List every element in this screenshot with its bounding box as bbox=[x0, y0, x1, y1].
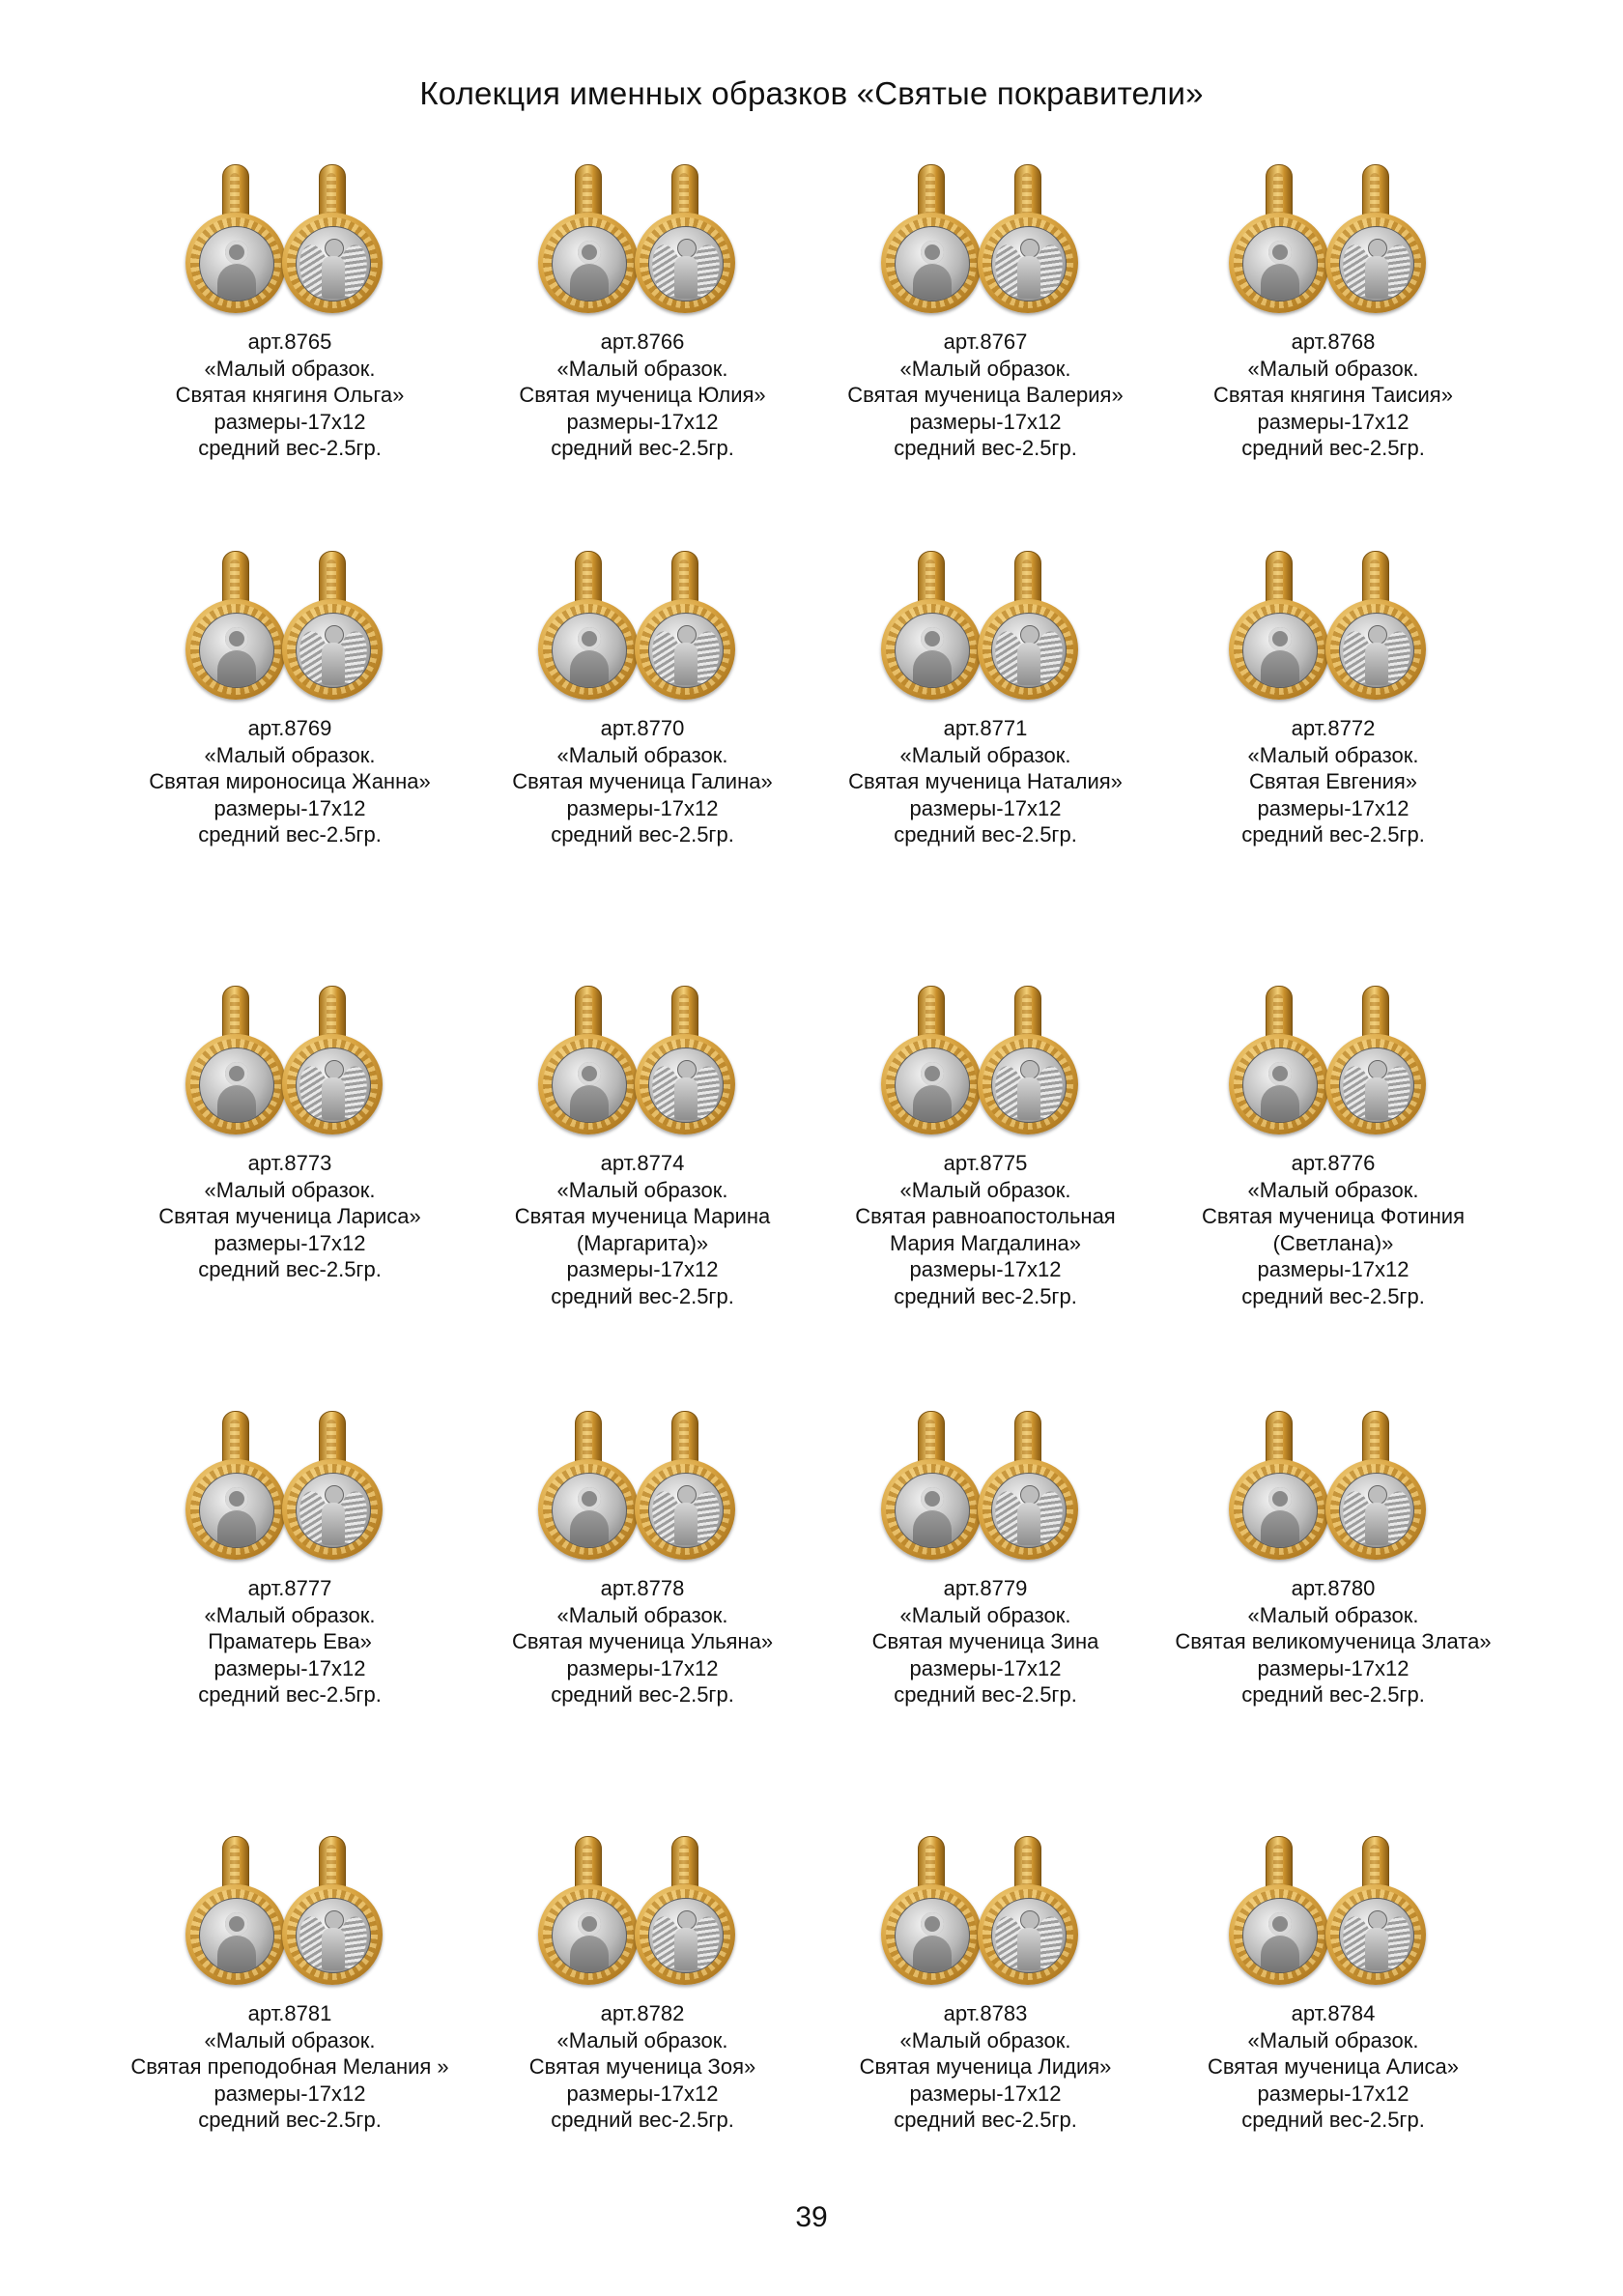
description-line: Святая мученица Зоя» bbox=[528, 2054, 756, 2079]
product-description bbox=[1150, 1150, 1517, 1309]
description-line: средний вес-2.5гр. bbox=[551, 2108, 734, 2132]
product-description bbox=[802, 329, 1169, 462]
article-number: арт.8775 bbox=[943, 1151, 1028, 1175]
pendant-pair bbox=[1150, 1401, 1517, 1575]
description-line: средний вес-2.5гр. bbox=[894, 822, 1077, 847]
description-line: средний вес-2.5гр. bbox=[198, 2108, 382, 2132]
article-number: арт.8778 bbox=[600, 1576, 685, 1600]
pendant-pair bbox=[1150, 976, 1517, 1150]
pendant-front-image bbox=[185, 164, 286, 327]
pendant-pair bbox=[106, 541, 473, 715]
description-line: средний вес-2.5гр. bbox=[1241, 1682, 1425, 1707]
description-line: «Малый образок. bbox=[556, 1602, 728, 1627]
product-description bbox=[459, 715, 826, 848]
description-line: размеры-17х12 bbox=[214, 795, 366, 820]
pendant-pair bbox=[802, 976, 1169, 1150]
pendant-back-image bbox=[635, 1836, 735, 1998]
product-item bbox=[1150, 976, 1517, 1309]
product-description bbox=[1150, 329, 1517, 462]
pendant-front-image bbox=[881, 1411, 982, 1573]
pendant-pair bbox=[802, 155, 1169, 329]
article-number: арт.8772 bbox=[1291, 716, 1376, 740]
product-description bbox=[1150, 2000, 1517, 2134]
pendant-back-image bbox=[1325, 986, 1426, 1148]
description-line: «Малый образок. bbox=[899, 1177, 1071, 1202]
product-description bbox=[802, 715, 1169, 848]
pendant-pair bbox=[459, 1826, 826, 2000]
pendant-front-image bbox=[538, 986, 639, 1148]
article-number: арт.8777 bbox=[247, 1576, 332, 1600]
description-line: Святая преподобная Мелания » bbox=[130, 2054, 449, 2079]
description-line: Святая мученица Зина bbox=[871, 1629, 1099, 1653]
article-number: арт.8779 bbox=[943, 1576, 1028, 1600]
description-line: «Малый образок. bbox=[556, 2027, 728, 2052]
pendant-pair bbox=[802, 1826, 1169, 2000]
pendant-front-image bbox=[185, 986, 286, 1148]
pendant-back-image bbox=[978, 551, 1078, 713]
product-item bbox=[106, 1401, 473, 1708]
description-line: Святая мученица Наталия» bbox=[848, 769, 1123, 793]
pendant-pair bbox=[106, 155, 473, 329]
description-line: размеры-17х12 bbox=[214, 1655, 366, 1680]
description-line: размеры-17х12 bbox=[214, 409, 366, 434]
description-line: размеры-17х12 bbox=[909, 1257, 1062, 1281]
product-item bbox=[1150, 155, 1517, 462]
article-number: арт.8771 bbox=[943, 716, 1028, 740]
pendant-front-image bbox=[1229, 1411, 1329, 1573]
description-line: Святая мученица Валерия» bbox=[847, 383, 1124, 407]
pendant-back-image bbox=[1325, 551, 1426, 713]
pendant-front-image bbox=[185, 1411, 286, 1573]
pendant-back-image bbox=[282, 1836, 383, 1998]
description-line: Святая мученица Юлия» bbox=[519, 383, 766, 407]
pendant-front-image bbox=[185, 1836, 286, 1998]
pendant-back-image bbox=[978, 1836, 1078, 1998]
product-grid bbox=[0, 155, 1623, 2184]
description-line: Святая мученица Галина» bbox=[512, 769, 773, 793]
description-line: средний вес-2.5гр. bbox=[894, 1682, 1077, 1707]
pendant-front-image bbox=[881, 164, 982, 327]
pendant-pair bbox=[1150, 155, 1517, 329]
description-line: «Малый образок. bbox=[1247, 742, 1419, 767]
article-number: арт.8776 bbox=[1291, 1151, 1376, 1175]
article-number: арт.8784 bbox=[1291, 2001, 1376, 2025]
pendant-pair bbox=[1150, 541, 1517, 715]
description-line: средний вес-2.5гр. bbox=[894, 2108, 1077, 2132]
description-line: «Малый образок. bbox=[899, 742, 1071, 767]
description-line: «Малый образок. bbox=[204, 2027, 376, 2052]
pendant-pair bbox=[802, 541, 1169, 715]
product-description bbox=[802, 1150, 1169, 1309]
description-line: Святая мученица Ульяна» bbox=[511, 1629, 774, 1653]
description-line: Святая великомученица Злата» bbox=[1175, 1629, 1492, 1653]
description-line: размеры-17х12 bbox=[214, 2081, 366, 2106]
product-item bbox=[459, 1826, 826, 2134]
description-line: Святая княгиня Таисия» bbox=[1213, 383, 1453, 407]
pendant-front-image bbox=[538, 1411, 639, 1573]
product-item bbox=[1150, 541, 1517, 848]
description-line: «Малый образок. bbox=[1247, 1602, 1419, 1627]
description-line: Праматерь Ева» bbox=[208, 1629, 372, 1653]
product-description bbox=[1150, 715, 1517, 848]
description-line: «Малый образок. bbox=[1247, 1177, 1419, 1202]
pendant-front-image bbox=[1229, 1836, 1329, 1998]
description-line: размеры-17х12 bbox=[909, 795, 1062, 820]
pendant-pair bbox=[1150, 1826, 1517, 2000]
pendant-back-image bbox=[635, 164, 735, 327]
description-line: «Малый образок. bbox=[204, 356, 376, 381]
pendant-back-image bbox=[282, 164, 383, 327]
product-item bbox=[802, 976, 1169, 1309]
product-description bbox=[106, 1575, 473, 1708]
product-item bbox=[106, 155, 473, 462]
pendant-back-image bbox=[978, 1411, 1078, 1573]
article-number: арт.8781 bbox=[247, 2001, 332, 2025]
product-description bbox=[802, 2000, 1169, 2134]
description-line: средний вес-2.5гр. bbox=[1241, 822, 1425, 847]
description-line: «Малый образок. bbox=[556, 1177, 728, 1202]
description-line: «Малый образок. bbox=[556, 742, 728, 767]
product-description bbox=[106, 1150, 473, 1283]
description-line: размеры-17х12 bbox=[566, 409, 719, 434]
product-item bbox=[459, 1401, 826, 1708]
description-line: (Маргарита)» bbox=[576, 1230, 709, 1255]
article-number: арт.8769 bbox=[247, 716, 332, 740]
description-line: «Малый образок. bbox=[1247, 356, 1419, 381]
pendant-back-image bbox=[282, 1411, 383, 1573]
article-number: арт.8768 bbox=[1291, 330, 1376, 354]
pendant-front-image bbox=[881, 1836, 982, 1998]
pendant-back-image bbox=[282, 986, 383, 1148]
product-item bbox=[459, 541, 826, 848]
product-item bbox=[106, 541, 473, 848]
product-item bbox=[106, 1826, 473, 2134]
description-line: средний вес-2.5гр. bbox=[1241, 436, 1425, 460]
description-line: размеры-17х12 bbox=[909, 409, 1062, 434]
pendant-pair bbox=[459, 155, 826, 329]
product-description bbox=[459, 1575, 826, 1708]
product-item bbox=[459, 155, 826, 462]
description-line: «Малый образок. bbox=[204, 1177, 376, 1202]
product-description bbox=[459, 329, 826, 462]
description-line: размеры-17х12 bbox=[566, 1257, 719, 1281]
article-number: арт.8767 bbox=[943, 330, 1028, 354]
product-description bbox=[459, 1150, 826, 1309]
pendant-back-image bbox=[978, 164, 1078, 327]
page-number: 39 bbox=[795, 2201, 828, 2233]
pendant-front-image bbox=[538, 1836, 639, 1998]
product-item bbox=[802, 155, 1169, 462]
article-number: арт.8773 bbox=[247, 1151, 332, 1175]
pendant-front-image bbox=[538, 164, 639, 327]
pendant-back-image bbox=[978, 986, 1078, 1148]
description-line: средний вес-2.5гр. bbox=[198, 822, 382, 847]
description-line: размеры-17х12 bbox=[214, 1230, 366, 1255]
product-item bbox=[802, 1401, 1169, 1708]
description-line: размеры-17х12 bbox=[1257, 795, 1409, 820]
description-line: «Малый образок. bbox=[556, 356, 728, 381]
pendant-pair bbox=[106, 1401, 473, 1575]
description-line: «Малый образок. bbox=[1247, 2027, 1419, 2052]
description-line: размеры-17х12 bbox=[1257, 2081, 1409, 2106]
pendant-front-image bbox=[538, 551, 639, 713]
description-line: «Малый образок. bbox=[899, 1602, 1071, 1627]
description-line: размеры-17х12 bbox=[566, 1655, 719, 1680]
description-line: размеры-17х12 bbox=[566, 795, 719, 820]
description-line: Святая Евгения» bbox=[1248, 769, 1418, 793]
description-line: размеры-17х12 bbox=[1257, 1655, 1409, 1680]
description-line: средний вес-2.5гр. bbox=[551, 1283, 734, 1308]
pendant-back-image bbox=[1325, 1411, 1426, 1573]
product-description bbox=[106, 2000, 473, 2134]
product-item bbox=[1150, 1826, 1517, 2134]
product-item bbox=[802, 541, 1169, 848]
description-line: средний вес-2.5гр. bbox=[551, 1682, 734, 1707]
description-line: Святая мученица Алиса» bbox=[1207, 2054, 1460, 2079]
article-number: арт.8774 bbox=[600, 1151, 685, 1175]
pendant-pair bbox=[459, 541, 826, 715]
pendant-front-image bbox=[185, 551, 286, 713]
description-line: «Малый образок. bbox=[204, 742, 376, 767]
product-item bbox=[802, 1826, 1169, 2134]
pendant-back-image bbox=[635, 986, 735, 1148]
pendant-pair bbox=[459, 1401, 826, 1575]
description-line: размеры-17х12 bbox=[909, 2081, 1062, 2106]
article-number: арт.8770 bbox=[600, 716, 685, 740]
description-line: Святая равноапостольная bbox=[855, 1204, 1116, 1228]
description-line: размеры-17х12 bbox=[1257, 1257, 1409, 1281]
product-description bbox=[1150, 1575, 1517, 1708]
page-title: Колекция именных образков «Святые покравители» bbox=[419, 75, 1204, 111]
description-line: средний вес-2.5гр. bbox=[198, 436, 382, 460]
product-item bbox=[106, 976, 473, 1283]
description-line: средний вес-2.5гр. bbox=[1241, 1283, 1425, 1308]
description-line: «Малый образок. bbox=[899, 2027, 1071, 2052]
description-line: размеры-17х12 bbox=[1257, 409, 1409, 434]
description-line: Мария Магдалина» bbox=[889, 1230, 1082, 1255]
pendant-back-image bbox=[1325, 164, 1426, 327]
description-line: средний вес-2.5гр. bbox=[551, 436, 734, 460]
pendant-pair bbox=[459, 976, 826, 1150]
article-number: арт.8780 bbox=[1291, 1576, 1376, 1600]
pendant-front-image bbox=[881, 986, 982, 1148]
product-description bbox=[459, 2000, 826, 2134]
description-line: средний вес-2.5гр. bbox=[198, 1682, 382, 1707]
description-line: Святая мироносица Жанна» bbox=[149, 769, 431, 793]
description-line: средний вес-2.5гр. bbox=[894, 1283, 1077, 1308]
article-number: арт.8765 bbox=[247, 330, 332, 354]
pendant-back-image bbox=[282, 551, 383, 713]
product-description bbox=[106, 329, 473, 462]
description-line: «Малый образок. bbox=[899, 356, 1071, 381]
description-line: Святая мученица Марина bbox=[514, 1204, 771, 1228]
product-description bbox=[106, 715, 473, 848]
description-line: средний вес-2.5гр. bbox=[1241, 2108, 1425, 2132]
article-number: арт.8782 bbox=[600, 2001, 685, 2025]
pendant-back-image bbox=[635, 551, 735, 713]
pendant-front-image bbox=[881, 551, 982, 713]
article-number: арт.8766 bbox=[600, 330, 685, 354]
description-line: размеры-17х12 bbox=[566, 2081, 719, 2106]
pendant-back-image bbox=[1325, 1836, 1426, 1998]
article-number: арт.8783 bbox=[943, 2001, 1028, 2025]
description-line: «Малый образок. bbox=[204, 1602, 376, 1627]
description-line: размеры-17х12 bbox=[909, 1655, 1062, 1680]
pendant-front-image bbox=[1229, 551, 1329, 713]
product-item bbox=[1150, 1401, 1517, 1708]
product-item bbox=[459, 976, 826, 1309]
pendant-pair bbox=[106, 976, 473, 1150]
description-line: средний вес-2.5гр. bbox=[551, 822, 734, 847]
pendant-pair bbox=[802, 1401, 1169, 1575]
product-description bbox=[802, 1575, 1169, 1708]
description-line: Святая мученица Лариса» bbox=[158, 1204, 421, 1228]
description-line: Святая княгиня Ольга» bbox=[175, 383, 405, 407]
description-line: Святая мученица Лидия» bbox=[859, 2054, 1112, 2079]
pendant-front-image bbox=[1229, 986, 1329, 1148]
description-line: (Светлана)» bbox=[1272, 1230, 1394, 1255]
pendant-front-image bbox=[1229, 164, 1329, 327]
pendant-pair bbox=[106, 1826, 473, 2000]
description-line: средний вес-2.5гр. bbox=[894, 436, 1077, 460]
pendant-back-image bbox=[635, 1411, 735, 1573]
description-line: Святая мученица Фотиния bbox=[1202, 1204, 1465, 1228]
description-line: средний вес-2.5гр. bbox=[198, 1257, 382, 1281]
